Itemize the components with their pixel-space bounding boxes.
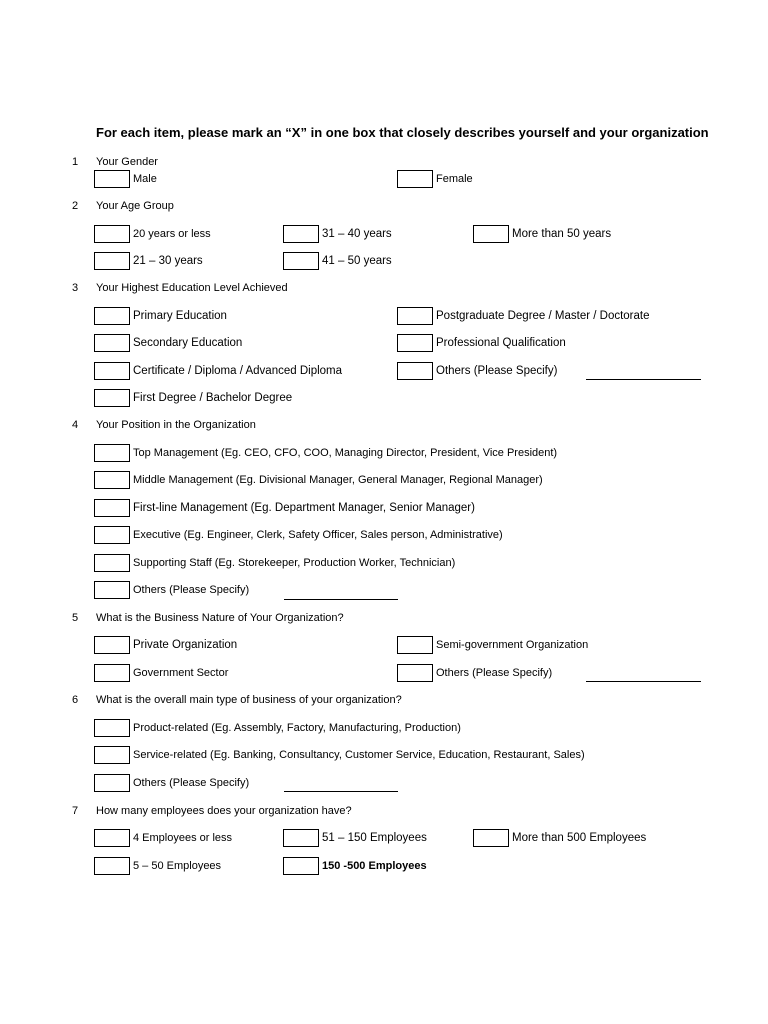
option-supporting-staff xyxy=(94,554,455,572)
checkbox[interactable] xyxy=(473,225,509,243)
option-position-others xyxy=(94,581,249,599)
specify-line[interactable] xyxy=(284,791,398,792)
question-number: 3 xyxy=(72,282,79,294)
checkbox[interactable] xyxy=(94,581,130,599)
checkbox[interactable] xyxy=(94,362,130,380)
option-label: Others (Please Specify) xyxy=(436,667,553,679)
question-business-nature: What is the Business Nature of Your Organization? xyxy=(96,612,344,624)
question-position: Your Position in the Organization xyxy=(96,419,256,431)
option-150-500 xyxy=(283,857,427,875)
option-label: Top Management (Eg. CEO, CFO, COO, Managing Director, President, Vice President) xyxy=(133,447,558,459)
option-more-than-50 xyxy=(473,225,611,243)
option-label: Supporting Staff (Eg. Storekeeper, Production Worker, Technician) xyxy=(133,557,456,569)
checkbox[interactable] xyxy=(397,334,433,352)
checkbox[interactable] xyxy=(94,554,130,572)
question-gender: Your Gender xyxy=(96,156,158,168)
option-31-40 xyxy=(283,225,392,243)
checkbox[interactable] xyxy=(94,252,130,270)
checkbox[interactable] xyxy=(94,225,130,243)
option-label: Secondary Education xyxy=(133,337,243,349)
option-label: First Degree / Bachelor Degree xyxy=(133,392,293,404)
question-number: 4 xyxy=(72,419,79,431)
question-number: 6 xyxy=(72,694,79,706)
option-label: Others (Please Specify) xyxy=(436,365,558,377)
checkbox[interactable] xyxy=(94,170,130,188)
option-product-related xyxy=(94,719,461,737)
checkbox[interactable] xyxy=(94,774,130,792)
checkbox[interactable] xyxy=(94,389,130,407)
option-5-50 xyxy=(94,857,221,875)
option-label: More than 50 years xyxy=(512,228,612,240)
checkbox[interactable] xyxy=(283,857,319,875)
checkbox[interactable] xyxy=(94,719,130,737)
option-label: Others (Please Specify) xyxy=(133,584,250,596)
question-business-type: What is the overall main type of business of your organization? xyxy=(96,694,402,706)
option-middle-management xyxy=(94,471,543,489)
option-label: Female xyxy=(436,173,473,185)
option-primary-education xyxy=(94,307,227,325)
option-business-others xyxy=(94,774,249,792)
checkbox[interactable] xyxy=(94,444,130,462)
option-label: 41 – 50 years xyxy=(322,255,392,267)
option-label: Primary Education xyxy=(133,310,227,322)
option-label: Male xyxy=(133,173,157,185)
checkbox[interactable] xyxy=(397,307,433,325)
checkbox[interactable] xyxy=(397,170,433,188)
option-label: Semi-government Organization xyxy=(436,639,589,651)
checkbox[interactable] xyxy=(94,664,130,682)
option-label: First-line Management (Eg. Department Manager, Senior Manager) xyxy=(133,502,475,514)
option-female xyxy=(397,170,473,188)
option-label: More than 500 Employees xyxy=(512,832,647,844)
option-label: Middle Management (Eg. Divisional Manager, General Manager, Regional Manager) xyxy=(133,474,543,486)
option-label: Product-related (Eg. Assembly, Factory, Manufacturing, Production) xyxy=(133,722,461,734)
checkbox[interactable] xyxy=(283,829,319,847)
option-label: 21 – 30 years xyxy=(133,255,203,267)
option-first-degree xyxy=(94,389,292,407)
specify-line[interactable] xyxy=(586,681,701,682)
option-label: 4 Employees or less xyxy=(133,832,233,844)
option-professional-qualification xyxy=(397,334,566,352)
option-male xyxy=(94,170,157,188)
question-number: 2 xyxy=(72,200,79,212)
option-top-management xyxy=(94,444,557,462)
option-education-others xyxy=(397,362,557,380)
checkbox[interactable] xyxy=(397,636,433,654)
option-51-150 xyxy=(283,829,427,847)
checkbox[interactable] xyxy=(94,499,130,517)
option-label: Private Organization xyxy=(133,639,238,651)
specify-line[interactable] xyxy=(284,599,398,600)
option-21-30 xyxy=(94,252,203,270)
option-label: Certificate / Diploma / Advanced Diploma xyxy=(133,365,343,377)
question-number: 7 xyxy=(72,805,79,817)
question-number: 5 xyxy=(72,612,79,624)
option-secondary-education xyxy=(94,334,242,352)
checkbox[interactable] xyxy=(94,857,130,875)
option-government-sector xyxy=(94,664,228,682)
option-private-organization xyxy=(94,636,237,654)
option-label: 5 – 50 Employees xyxy=(133,860,222,872)
question-education: Your Highest Education Level Achieved xyxy=(96,282,288,294)
specify-line[interactable] xyxy=(586,379,701,380)
option-executive xyxy=(94,526,503,544)
checkbox[interactable] xyxy=(94,526,130,544)
checkbox[interactable] xyxy=(473,829,509,847)
option-label: Postgraduate Degree / Master / Doctorate xyxy=(436,310,650,322)
instructions-heading: For each item, please mark an “X” in one box that closely describes yourself and your organization xyxy=(96,125,709,140)
checkbox[interactable] xyxy=(94,829,130,847)
question-number: 1 xyxy=(72,156,79,168)
option-20-or-less xyxy=(94,225,211,243)
question-employees: How many employees does your organization have? xyxy=(96,805,352,817)
option-semi-government xyxy=(397,636,588,654)
option-label: Others (Please Specify) xyxy=(133,777,250,789)
option-label: Government Sector xyxy=(133,667,229,679)
checkbox[interactable] xyxy=(94,471,130,489)
checkbox[interactable] xyxy=(397,362,433,380)
checkbox[interactable] xyxy=(397,664,433,682)
checkbox[interactable] xyxy=(94,334,130,352)
checkbox[interactable] xyxy=(94,636,130,654)
checkbox[interactable] xyxy=(94,307,130,325)
checkbox[interactable] xyxy=(283,225,319,243)
option-label: 51 – 150 Employees xyxy=(322,832,427,844)
option-4-or-less xyxy=(94,829,232,847)
option-postgraduate xyxy=(397,307,650,325)
option-41-50 xyxy=(283,252,392,270)
option-label: Executive (Eg. Engineer, Clerk, Safety Officer, Sales person, Administrative) xyxy=(133,529,503,541)
option-label: 150 -500 Employees xyxy=(322,860,427,872)
option-service-related xyxy=(94,746,585,764)
option-label: 20 years or less xyxy=(133,228,211,240)
option-more-than-500 xyxy=(473,829,646,847)
option-first-line-management xyxy=(94,499,475,517)
option-label: Professional Qualification xyxy=(436,337,566,349)
option-nature-others xyxy=(397,664,552,682)
option-label: 31 – 40 years xyxy=(322,228,392,240)
question-age-group: Your Age Group xyxy=(96,200,174,212)
option-certificate-diploma xyxy=(94,362,342,380)
checkbox[interactable] xyxy=(283,252,319,270)
checkbox[interactable] xyxy=(94,746,130,764)
option-label: Service-related (Eg. Banking, Consultancy, Customer Service, Education, Restaurant, Sales) xyxy=(133,749,585,761)
